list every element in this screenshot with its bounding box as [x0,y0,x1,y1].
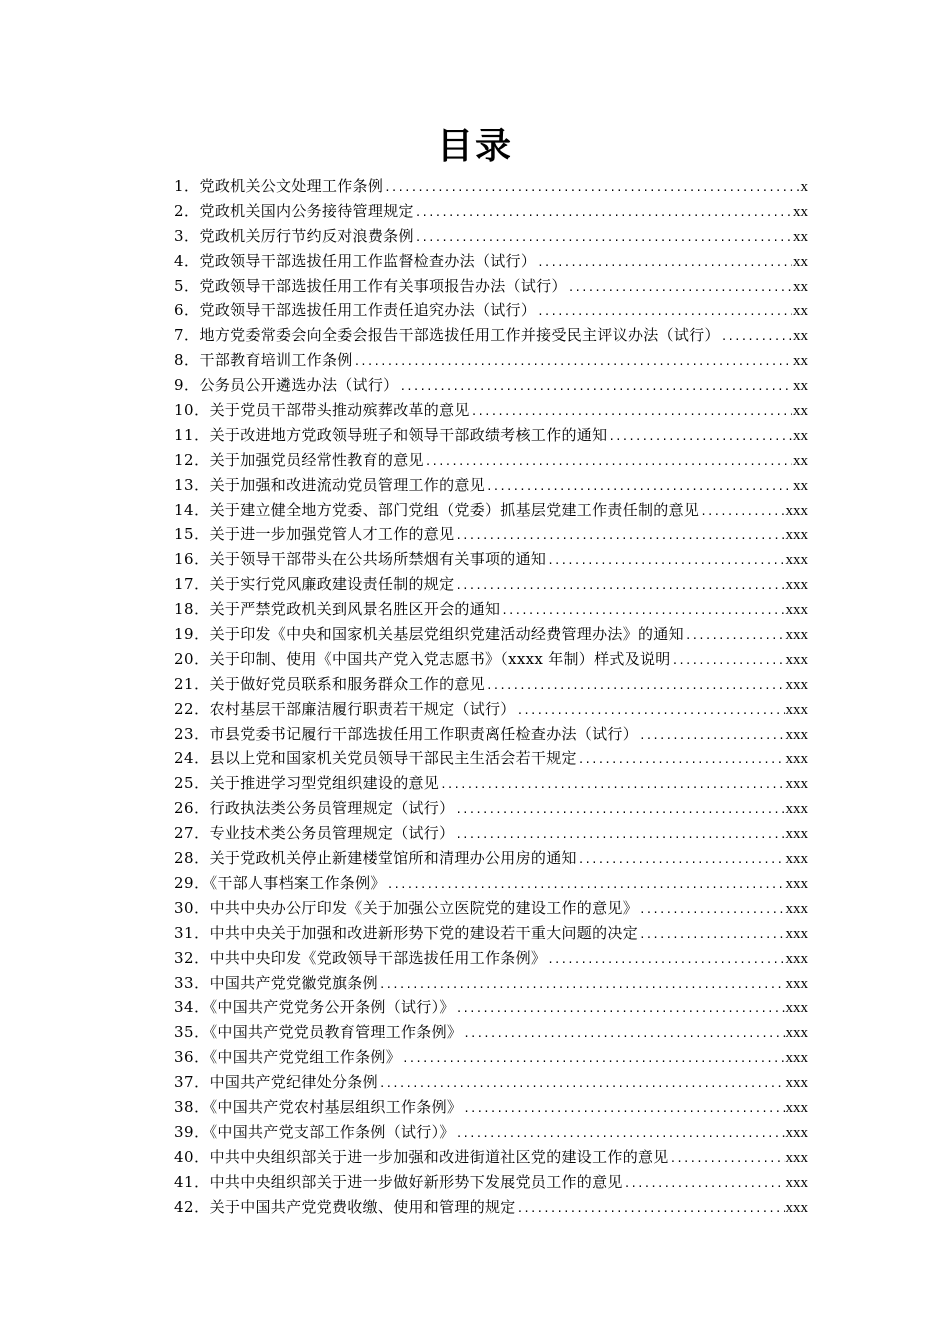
toc-entry-number: 4． [174,251,200,270]
toc-entry-number: 3． [174,226,200,245]
toc-entry-number: 15． [174,525,210,544]
toc-entry-label [174,1070,378,1095]
toc-entry-number: 11． [174,425,210,444]
toc-entry-page: xxx [785,975,808,992]
toc-entry[interactable] [174,224,808,249]
toc-entry-title: 党政机关公文处理工作条例 [199,177,384,195]
toc-dot-leader [379,1072,785,1095]
toc-entry[interactable] [174,199,808,224]
toc-entry-page: xxx [785,1000,808,1017]
toc-entry-label [174,722,638,747]
toc-entry-label [174,348,353,373]
toc-entry-number: 2． [174,201,200,220]
toc-entry[interactable] [174,498,808,523]
toc-entry[interactable] [174,821,808,846]
toc-entry-title: 地方党委常委会向全委会报告干部选拔任用工作并接受民主评议办法（试行） [199,326,720,345]
toc-entry-number: 19． [174,625,210,644]
toc-entry-number: 27． [174,824,210,843]
toc-dot-leader [399,375,792,398]
toc-entry-page: xxx [785,651,808,668]
toc-entry[interactable] [174,921,808,946]
toc-entry-label [174,1045,401,1070]
toc-dot-leader [455,574,784,597]
toc-entry-title: 公务员公开遴选办法（试行） [199,376,399,395]
toc-dot-leader [402,1047,785,1070]
toc-entry-title: 中共中央组织部关于进一步加强和改进街道社区党的建设工作的意见 [209,1147,669,1166]
toc-entry-page: xx [793,303,808,320]
toc-entry-page: xxx [785,900,808,917]
toc-entry-page: xx [793,403,808,420]
toc-entry-title: 关于领导干部带头在公共场所禁烟有关事项的通知 [209,550,547,569]
toc-entry-label [174,473,485,498]
toc-entry-label [174,448,424,473]
toc-entry-label [174,249,536,274]
toc-entry-label [174,298,536,323]
toc-entry[interactable] [174,1095,808,1120]
toc-dot-leader [721,325,792,348]
toc-entry-title: 党政领导干部选拔任用工作有关事项报告办法（试行） [199,276,567,295]
toc-dot-leader [456,997,785,1020]
toc-entry-page: xx [793,378,808,395]
toc-entry-label [174,846,577,871]
toc-entry-page: xx [793,477,808,494]
toc-entry-label [174,746,577,771]
toc-entry-number: 40． [174,1147,210,1166]
toc-entry[interactable] [174,971,808,996]
toc-dot-leader [354,350,792,373]
toc-entry-label [174,697,516,722]
toc-entry-label [174,921,638,946]
toc-entry-page: xxx [785,851,808,868]
toc-entry-page: xxx [785,801,808,818]
toc-dot-leader [463,1022,784,1045]
toc-entry-label [174,771,439,796]
toc-entry-title: 市县党委书记履行干部选拔任用工作职责离任检查办法（试行） [209,724,638,743]
toc-entry-number: 21． [174,674,210,693]
toc-entry-label [174,995,455,1020]
toc-entry-number: 26． [174,799,210,818]
toc-entry-page: xxx [785,552,808,569]
toc-entry-number: 17． [174,575,210,594]
table-of-contents [174,174,808,1219]
toc-dot-leader [624,1172,785,1195]
toc-entry-number: 16． [174,550,210,569]
toc-entry-title: 关于加强党员经常性教育的意见 [209,450,424,469]
toc-dot-leader [456,1122,785,1145]
toc-entry[interactable] [174,672,808,697]
toc-entry-title: 《中国共产党支部工作条例（试行）》 [209,1122,455,1141]
toc-entry-label [174,1095,462,1120]
toc-entry-title: 关于中国共产党党费收缴、使用和管理的规定 [209,1197,516,1216]
toc-entry-page: x [800,179,808,195]
toc-entry[interactable] [174,572,808,597]
toc-entry-number: 6． [174,301,200,320]
toc-entry-title: 党政机关厉行节约反对浪费条例 [199,226,414,245]
toc-entry-number: 13． [174,475,210,494]
toc-entry-title: 农村基层干部廉洁履行职责若干规定（试行） [209,699,516,718]
toc-entry-label [174,946,546,971]
toc-entry-page: xx [793,353,808,370]
toc-entry-title: 关于实行党风廉政建设责任制的规定 [209,575,455,594]
toc-entry[interactable] [174,771,808,796]
toc-dot-leader [379,973,785,996]
toc-entry-number: 42． [174,1197,210,1216]
toc-entry-label [174,323,720,348]
toc-entry-title: 干部教育培训工作条例 [199,351,353,370]
toc-entry-title: 《中国共产党党务公开条例（试行）》 [209,998,455,1017]
toc-entry-title: 中共中央办公厅印发《关于加强公立医院党的建设工作的意见》 [209,898,638,917]
toc-entry-number: 30． [174,898,210,917]
toc-entry-number: 9． [174,376,200,395]
toc-entry-page: xxx [785,676,808,693]
toc-entry[interactable] [174,946,808,971]
toc-entry-title: 关于推进学习型党组织建设的意见 [209,774,440,793]
toc-entry-number: 37． [174,1073,210,1092]
toc-entry-page: xx [793,328,808,345]
toc-entry-page: xxx [785,602,808,619]
toc-dot-leader [517,699,785,722]
toc-entry[interactable] [174,174,808,199]
toc-entry-page: xxx [785,1174,808,1191]
toc-entry-page: xxx [785,950,808,967]
toc-entry-page: xxx [785,1124,808,1141]
toc-entry[interactable] [174,1170,808,1195]
toc-entry[interactable] [174,746,808,771]
toc-entry-page: xxx [785,627,808,644]
toc-dot-leader [578,748,785,771]
toc-entry-title: 关于党员干部带头推动殡葬改革的意见 [209,401,470,420]
toc-entry-label [174,871,386,896]
toc-entry[interactable] [174,323,808,348]
toc-entry-title: 行政执法类公务员管理规定（试行） [209,799,455,818]
toc-entry[interactable] [174,697,808,722]
toc-entry-number: 8． [174,351,200,370]
toc-entry[interactable] [174,871,808,896]
toc-entry[interactable] [174,1070,808,1095]
toc-dot-leader [486,674,785,697]
toc-entry-page: xxx [785,1099,808,1116]
toc-entry-label [174,1195,516,1220]
toc-entry-label [174,373,398,398]
toc-entry[interactable] [174,373,808,398]
toc-entry[interactable] [174,473,808,498]
toc-entry-label [174,796,454,821]
toc-entry-page: xxx [785,1149,808,1166]
toc-entry-label [174,174,383,199]
toc-entry-label [174,572,454,597]
toc-entry-number: 7． [174,326,200,345]
toc-entry-label [174,821,454,846]
toc-entry-title: 关于党政机关停止新建楼堂馆所和清理办公用房的通知 [209,849,577,868]
toc-dot-leader [455,823,784,846]
toc-entry-page: xxx [785,577,808,594]
toc-entry-number: 41． [174,1172,210,1191]
toc-entry-label [174,1120,455,1145]
toc-entry-page: xx [793,253,808,270]
toc-entry-number: 23． [174,724,210,743]
toc-entry-title: 专业技术类公务员管理规定（试行） [209,824,455,843]
toc-entry-label [174,896,638,921]
toc-entry-label [174,274,567,299]
toc-entry-title: 关于进一步加强党管人才工作的意见 [209,525,455,544]
toc-dot-leader [387,873,785,896]
toc-dot-leader [537,251,792,274]
toc-entry-page: xxx [785,502,808,519]
toc-entry[interactable] [174,597,808,622]
toc-entry[interactable] [174,547,808,572]
toc-entry-title: 《中国共产党党组工作条例》 [209,1048,401,1067]
toc-entry-page: xxx [785,776,808,793]
toc-entry-page: xxx [785,726,808,743]
toc-entry[interactable] [174,398,808,423]
toc-entry-label [174,1170,623,1195]
toc-entry[interactable] [174,274,808,299]
toc-entry-label [174,1020,462,1045]
toc-entry-page: xx [793,427,808,444]
toc-dot-leader [425,450,792,473]
toc-dot-leader [670,1147,785,1170]
toc-dot-leader [455,524,784,547]
toc-entry-page: xxx [785,925,808,942]
toc-entry-number: 38． [174,1097,210,1116]
toc-entry[interactable] [174,249,808,274]
toc-entry-title: 关于印制、使用《中国共产党入党志愿书》（xxxx 年制）样式及说明 [209,649,671,668]
toc-entry-number: 34． [174,998,210,1017]
toc-entry-label [174,597,500,622]
toc-entry[interactable] [174,1120,808,1145]
toc-entry-title: 关于加强和改进流动党员管理工作的意见 [209,475,485,494]
toc-entry-page: xxx [785,1199,808,1216]
toc-entry-label [174,398,470,423]
toc-entry-page: xxx [785,751,808,768]
toc-entry-title: 《中国共产党党员教育管理工作条例》 [209,1023,463,1042]
toc-entry[interactable] [174,348,808,373]
toc-dot-leader [639,898,785,921]
toc-dot-leader [547,549,784,572]
toc-dot-leader [568,276,792,299]
toc-dot-leader [537,300,792,323]
toc-dot-leader [517,1197,785,1220]
toc-entry-label [174,498,699,523]
toc-entry[interactable] [174,896,808,921]
toc-entry-page: xxx [785,1025,808,1042]
toc-entry-page: xxx [785,826,808,843]
toc-dot-leader [384,176,799,199]
toc-entry-page: xxx [785,875,808,892]
toc-dot-leader [455,798,784,821]
toc-entry-label [174,971,378,996]
toc-dot-leader [486,475,792,498]
toc-dot-leader [578,848,785,871]
toc-entry-number: 1． [174,177,200,195]
toc-entry-label [174,423,607,448]
toc-entry-number: 32． [174,948,210,967]
toc-dot-leader [471,400,792,423]
toc-entry[interactable] [174,796,808,821]
toc-entry-title: 中国共产党纪律处分条例 [209,1073,378,1092]
toc-entry-title: 县以上党和国家机关党员领导干部民主生活会若干规定 [209,749,577,768]
toc-entry-label [174,1145,669,1170]
toc-entry[interactable] [174,423,808,448]
toc-entry-title: 中国共产党党徽党旗条例 [209,973,378,992]
toc-entry[interactable] [174,647,808,672]
toc-entry-title: 《干部人事档案工作条例》 [209,873,386,892]
toc-entry-page: xx [793,228,808,245]
toc-dot-leader [463,1097,784,1120]
toc-entry-label [174,224,414,249]
toc-entry-number: 5． [174,276,200,295]
toc-entry-page: xx [793,278,808,295]
toc-entry-title: 党政机关国内公务接待管理规定 [199,201,414,220]
toc-entry-number: 22． [174,699,210,718]
toc-entry-number: 25． [174,774,210,793]
toc-dot-leader [415,226,792,249]
toc-entry-title: 党政领导干部选拔任用工作责任追究办法（试行） [199,301,537,320]
toc-entry-number: 14． [174,500,210,519]
toc-entry-page: xx [793,452,808,469]
toc-entry-page: xxx [785,1050,808,1067]
toc-entry-title: 中共中央组织部关于进一步做好新形势下发展党员工作的意见 [209,1172,623,1191]
toc-entry[interactable] [174,995,808,1020]
toc-entry-number: 35． [174,1023,210,1042]
document-title: 目录 [436,125,513,167]
toc-dot-leader [501,599,784,622]
toc-entry-title: 关于严禁党政机关到风景名胜区开会的通知 [209,600,501,619]
toc-entry[interactable] [174,722,808,747]
toc-entry-label [174,547,546,572]
toc-entry-page: xx [793,203,808,220]
toc-entry[interactable] [174,846,808,871]
toc-entry-title: 关于建立健全地方党委、部门党组（党委）抓基层党建工作责任制的意见 [209,500,700,519]
toc-dot-leader [685,624,785,647]
toc-dot-leader [639,923,785,946]
toc-entry[interactable] [174,1020,808,1045]
toc-entry-title: 《中国共产党农村基层组织工作条例》 [209,1097,463,1116]
toc-dot-leader [415,201,792,224]
toc-entry-title: 中共中央关于加强和改进新形势下党的建设若干重大问题的决定 [209,923,638,942]
toc-entry[interactable] [174,298,808,323]
toc-entry-number: 20． [174,649,210,668]
toc-entry-title: 关于改进地方党政领导班子和领导干部政绩考核工作的通知 [209,425,608,444]
toc-entry-number: 10． [174,401,210,420]
toc-entry[interactable] [174,448,808,473]
toc-entry-number: 29． [174,873,210,892]
toc-entry-label [174,647,671,672]
toc-entry[interactable] [174,1195,808,1220]
toc-dot-leader [639,724,785,747]
toc-entry-label [174,622,684,647]
toc-entry-title: 关于做好党员联系和服务群众工作的意见 [209,674,485,693]
toc-entry-number: 31． [174,923,210,942]
toc-entry[interactable] [174,1045,808,1070]
toc-entry[interactable] [174,1145,808,1170]
toc-dot-leader [672,649,785,672]
toc-entry-label [174,522,454,547]
toc-entry[interactable] [174,522,808,547]
toc-entry-number: 36． [174,1048,210,1067]
toc-entry-label [174,672,485,697]
toc-entry[interactable] [174,622,808,647]
toc-entry-number: 39． [174,1122,210,1141]
toc-entry-title: 党政领导干部选拔任用工作监督检查办法（试行） [199,251,537,270]
toc-dot-leader [608,425,792,448]
toc-dot-leader [700,500,784,523]
toc-entry-page: xxx [785,701,808,718]
toc-dot-leader [547,948,784,971]
toc-entry-number: 18． [174,600,210,619]
toc-entry-title: 中共中央印发《党政领导干部选拔任用工作条例》 [209,948,547,967]
toc-entry-label [174,199,414,224]
toc-entry-page: xxx [785,527,808,544]
toc-entry-number: 28． [174,849,210,868]
toc-entry-page: xxx [785,1075,808,1092]
toc-entry-title: 关于印发《中央和国家机关基层党组织党建活动经费管理办法》的通知 [209,625,684,644]
toc-dot-leader [440,773,784,796]
toc-entry-number: 24． [174,749,210,768]
toc-entry-number: 12． [174,450,210,469]
toc-entry-number: 33． [174,973,210,992]
